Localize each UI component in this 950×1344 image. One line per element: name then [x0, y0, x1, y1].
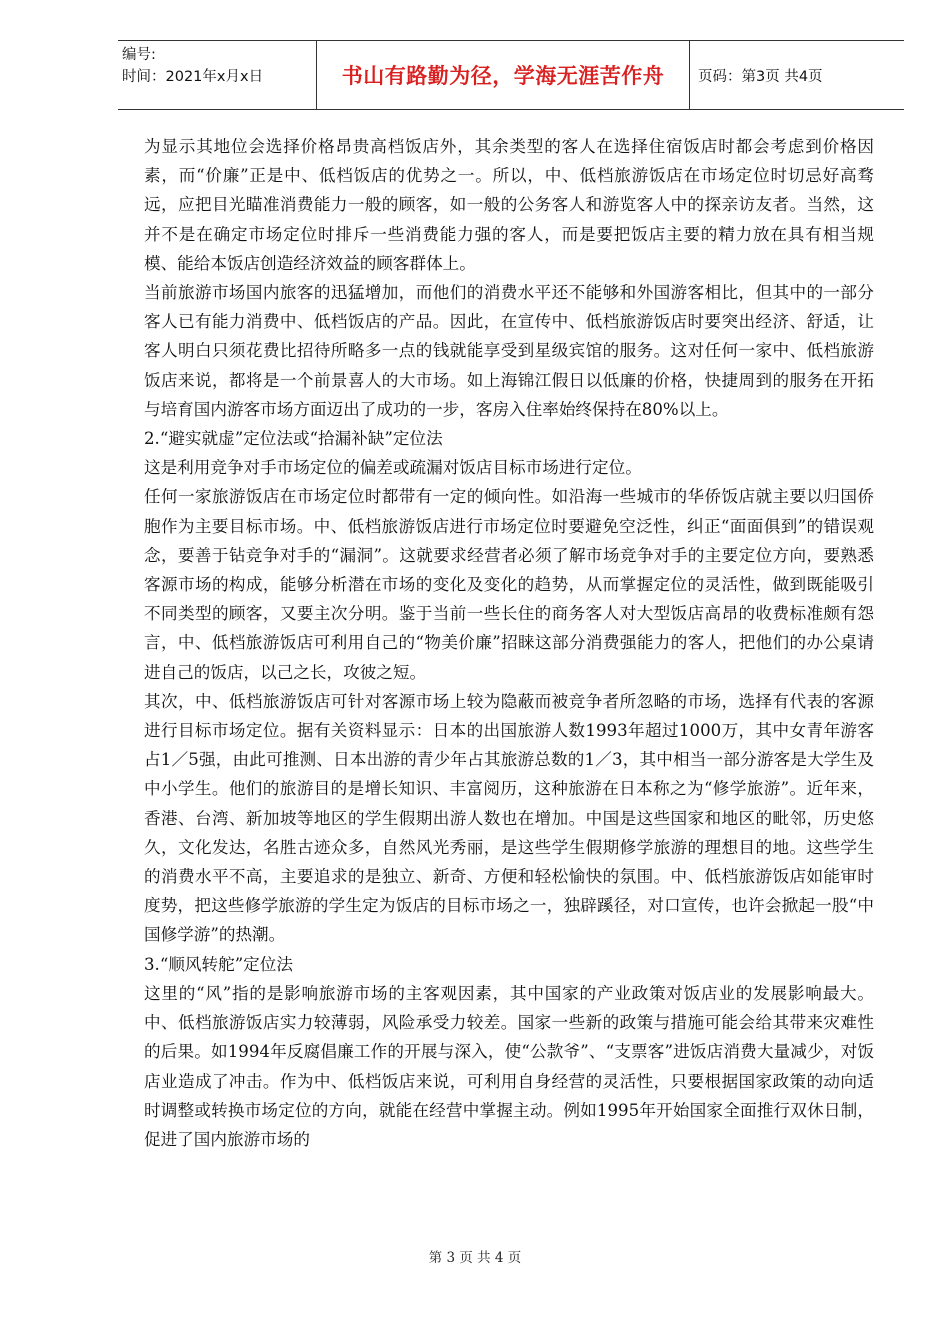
paragraph: 其次，中、低档旅游饭店可针对客源市场上较为隐蔽而被竞争者所忽略的市场，选择有代表的客源进行目标市场定位。据有关资料显示：日本的出国旅游人数1993年超过1000万，其中女青年游客占1／5强，由此可推测、日本出游的青少年占其旅游总数的1／3，其中相当一部分游客是大学生及中小学生。他们的旅游目的是增长知识、丰富阅历，这种旅游在日本称之为“修学旅游”。近年来，香港、台湾、新加坡等地区的学生假期出游人数也在增加。中国是这些国家和地区的毗邻，历史悠久，文化发达，名胜古迹众多，自然风光秀丽，是这些学生假期修学旅游的理想目的地。这些学生的消费水平不高，主要追求的是独立、新奇、方便和轻松愉快的氛围。中、低档旅游饭店如能审时度势，把这些修学旅游的学生定为饭店的目标市场之一，独辟蹊径，对口宣传，也许会掀起一股“中国修学游”的热潮。	[144, 691, 874, 945]
document-body	[144, 132, 874, 1154]
paragraph: 当前旅游市场国内旅客的迅猛增加，而他们的消费水平还不能够和外国游客相比，但其中的一部分客人已有能力消费中、低档饭店的产品。因此，在宣传中、低档旅游饭店时要突出经济、舒适，让客人明白只须花费比招待所略多一点的钱就能享受到星级宾馆的服务。这对任何一家中、低档旅游饭店来说，都将是一个前景喜人的大市场。如上海锦江假日以低廉的价格，快捷周到的服务在开拓与培育国内游客市场方面迈出了成功的一步，客房入住率始终保持在80%以上。	[144, 283, 874, 419]
header-page-code: 页码：第3页 共4页	[698, 68, 823, 85]
paragraph: 为显示其地位会选择价格昂贵高档饭店外，其余类型的客人在选择住宿饭店时都会考虑到价格因素，而“价廉”正是中、低档饭店的优势之一。所以，中、低档旅游饭店在市场定位时切忌好高骛远，应把目光瞄准消费能力一般的顾客，如一般的公务客人和游览客人中的探亲访友者。当然，这并不是在确定市场定位时排斥一些消费能力强的客人，而是要把饭店主要的精力放在具有相当规模、能给本饭店创造经济效益的顾客群体上。	[144, 137, 874, 273]
paragraph: 这里的“风”指的是影响旅游市场的主客观因素，其中国家的产业政策对饭店业的发展影响最大。中、低档旅游饭店实力较薄弱，风险承受力较差。国家一些新的政策与措施可能会给其带来灾难性的后果。如1994年反腐倡廉工作的开展与深入，使“公款爷”、“支票客”进饭店消费大量减少，对饭店业造成了冲击。作为中、低档饭店来说，可利用自身经营的灵活性，只要根据国家政策的动向适时调整或转换市场定位的方向，就能在经营中掌握主动。例如1995年开始国家全面推行双休日制，促进了国内旅游市场的	[144, 983, 874, 1149]
time-label: 时间：2021年x月x日	[122, 69, 264, 85]
header-meta	[118, 41, 316, 109]
paragraph: 任何一家旅游饭店在市场定位时都带有一定的倾向性。如沿海一些城市的华侨饭店就主要以归国侨胞作为主要目标市场。中、低档旅游饭店进行市场定位时要避免空泛性，纠正“面面俱到”的错误观念，要善于钻竞争对手的“漏洞”。这就要求经营者必须了解市场竞争对手的主要定位方向，要熟悉客源市场的构成，能够分析潜在市场的变化及变化的趋势，从而掌握定位的灵活性，做到既能吸引不同类型的顾客，又要主次分明。鉴于当前一些长住的商务客人对大型饭店高昂的收费标准颇有怨言，中、低档旅游饭店可利用自己的“物美价廉”招睐这部分消费强能力的客人，把他们的办公桌请进自己的饭店，以己之长，攻彼之短。	[144, 487, 874, 682]
number-label: 编号:	[122, 47, 156, 63]
page-footer: 第 3 页 共 4 页	[428, 1250, 522, 1266]
page-header	[118, 40, 904, 110]
section-heading: 3.“顺风转舵”定位法	[144, 954, 293, 974]
header-motto: 书山有路勤为径，学海无涯苦作舟	[316, 41, 690, 109]
section-heading: 2.“避实就虚”定位法或“拾漏补缺”定位法	[144, 429, 443, 449]
paragraph: 这是利用竞争对手市场定位的偏差或疏漏对饭店目标市场进行定位。	[144, 458, 642, 478]
